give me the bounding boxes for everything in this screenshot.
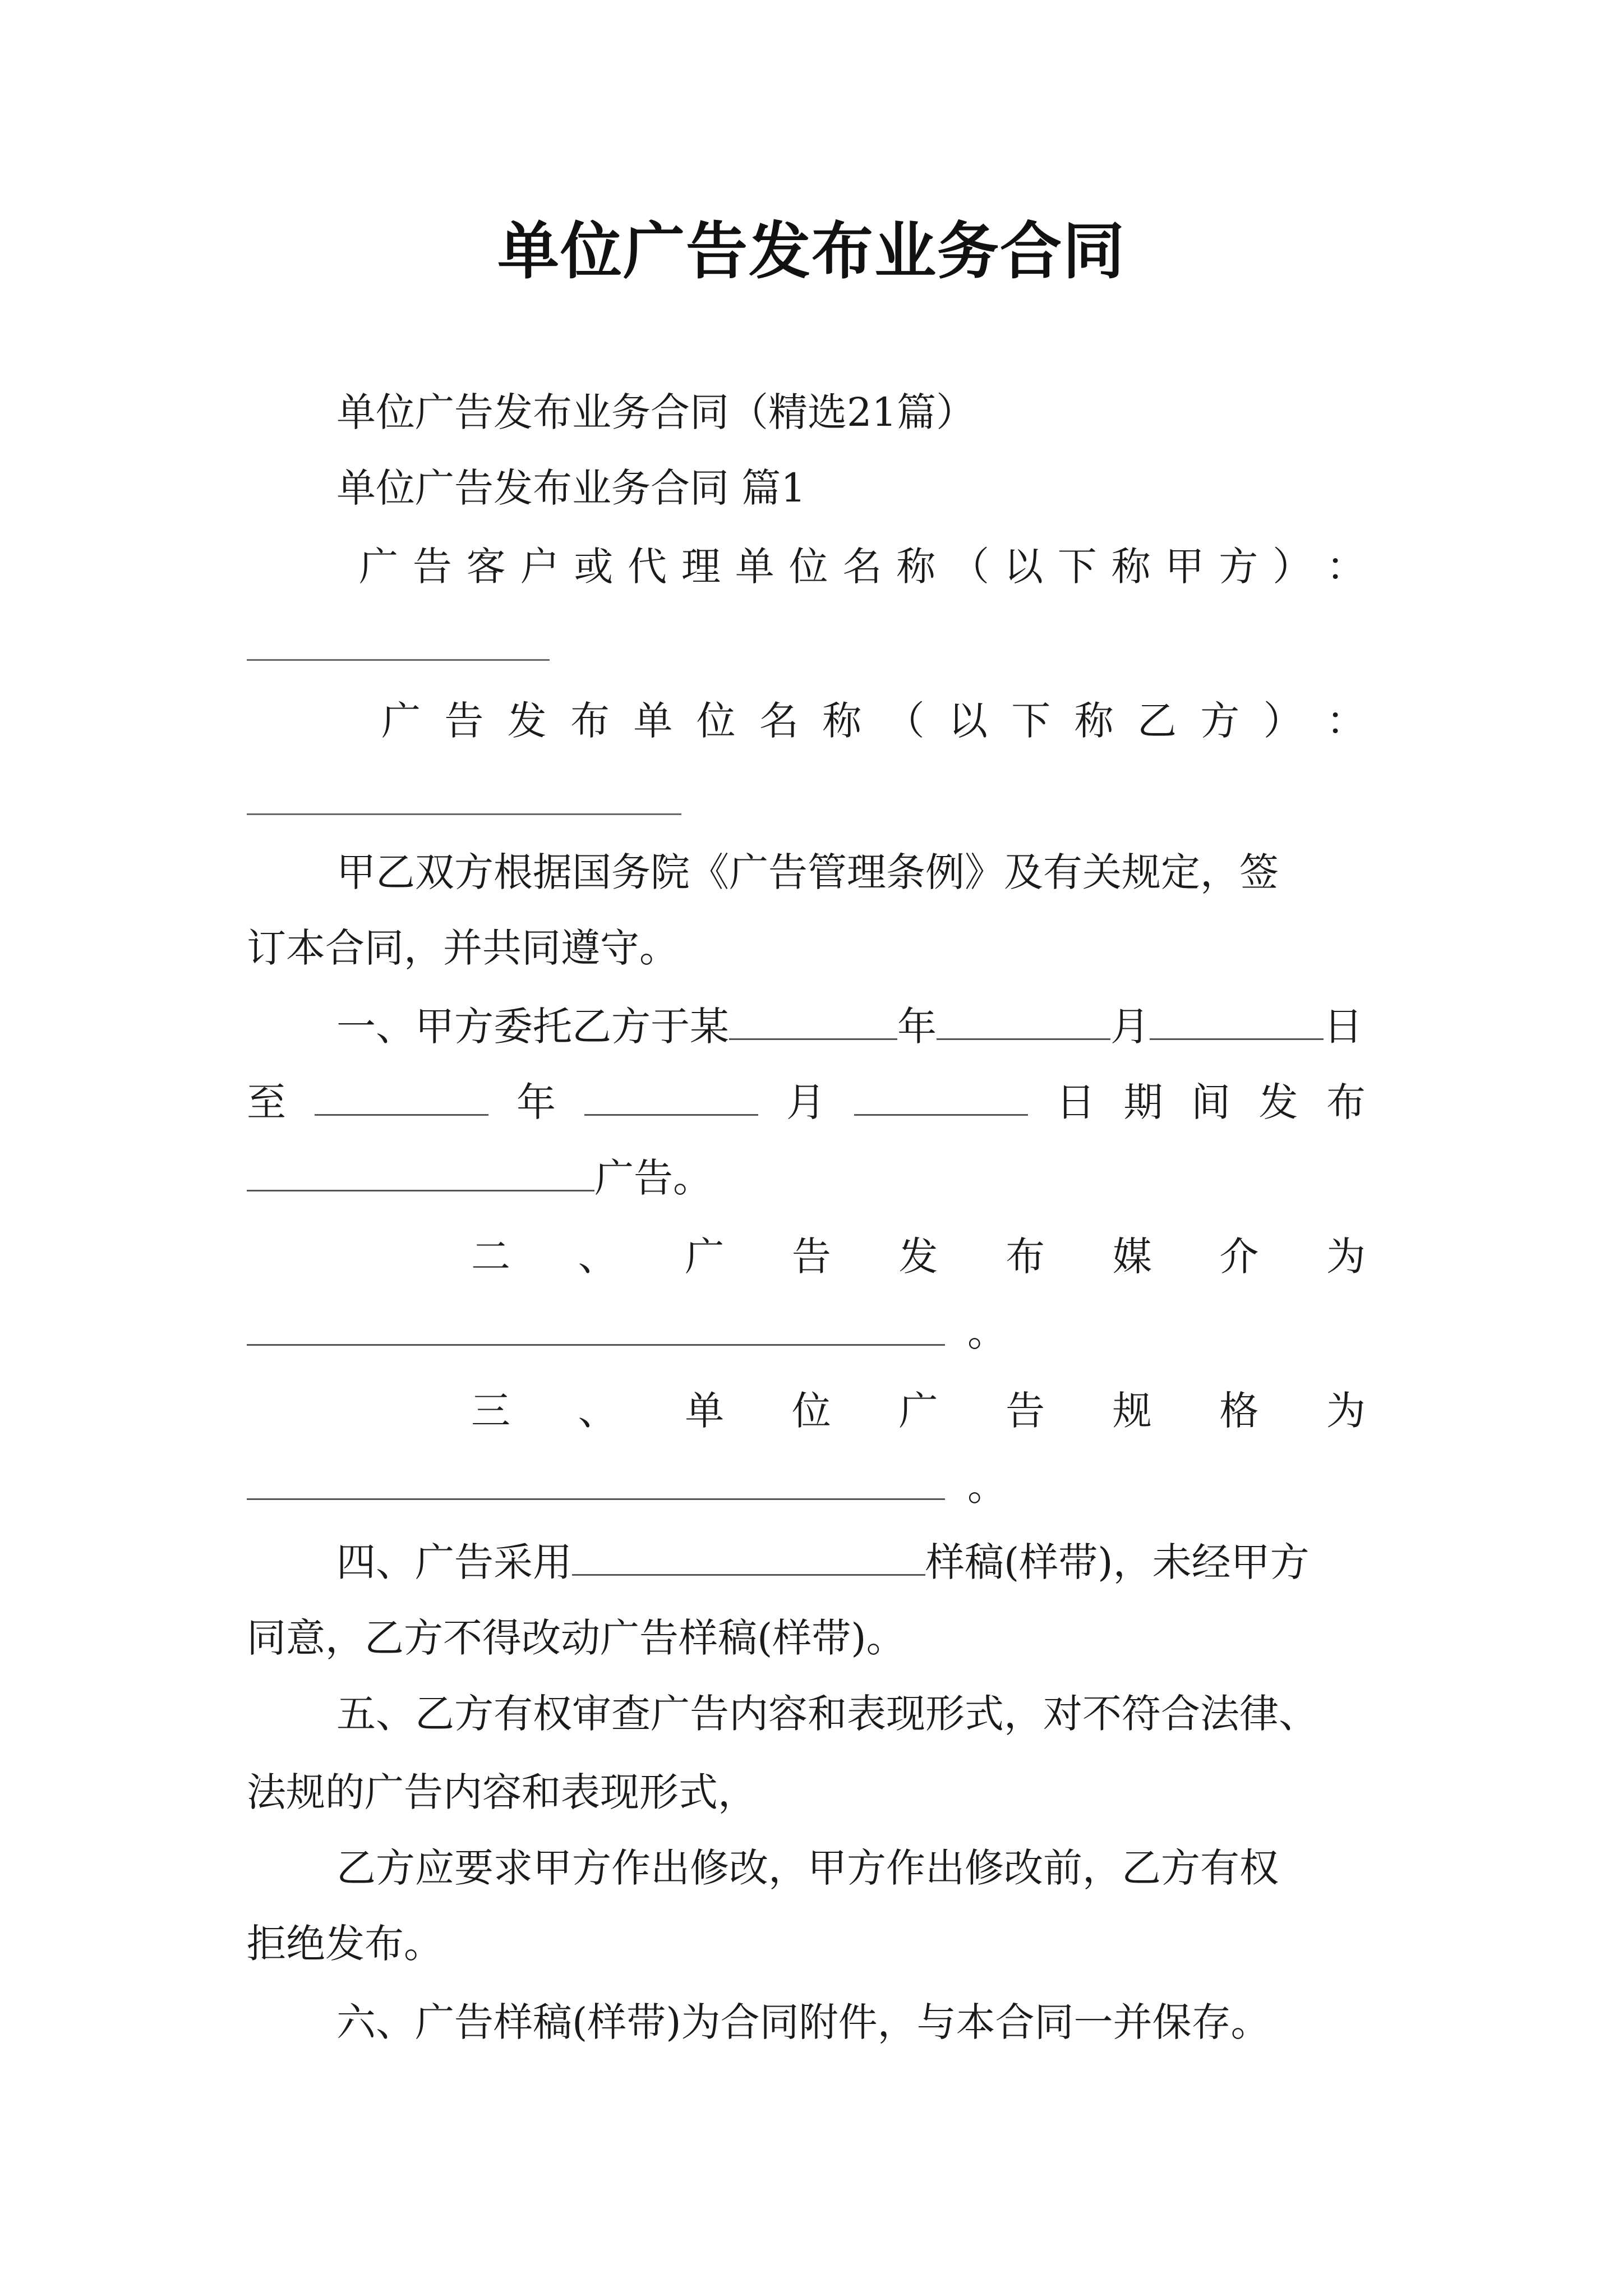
party-a-blank <box>247 659 550 661</box>
clause-1-line-3: 广告。 <box>247 1153 712 1203</box>
clause-1-line-1: 一、甲方委托乙方于某 年 月 日 <box>336 1001 1363 1052</box>
start-year-blank <box>315 1077 488 1116</box>
document-title: 单位广告发布业务合同 <box>497 215 1126 287</box>
clause-1-line-2: 至 年 月 日 期 间 发 布 <box>247 1077 1366 1128</box>
party-b-blank <box>247 813 681 815</box>
clause-5-line-1: 五、乙方有权审查广告内容和表现形式，对不符合法律、 <box>336 1691 1318 1737</box>
clause-4-line-1: 四、广告采用 样稿(样带)，未经甲方 <box>336 1537 1310 1588</box>
spec-blank <box>247 1461 945 1500</box>
day-blank <box>1150 1001 1324 1040</box>
sample-blank <box>572 1537 925 1576</box>
media-blank <box>247 1307 945 1346</box>
clause-5-line-2: 法规的广告内容和表现形式， <box>247 1769 757 1815</box>
party-b-label: 广 告 发 布 单 位 名 称 （ 以 下 称 乙 方 ） ： <box>381 698 1366 744</box>
clause-2-line-2: 。 <box>247 1307 1007 1358</box>
ad-content-blank <box>247 1153 594 1191</box>
start-month-blank <box>584 1077 758 1116</box>
clause-5-line-3: 乙方应要求甲方作出修改，甲方作出修改前，乙方有权 <box>336 1845 1279 1891</box>
start-day-blank <box>854 1077 1028 1116</box>
subtitle: 单位广告发布业务合同（精选21篇） <box>336 389 976 435</box>
clause-5-line-4: 拒绝发布。 <box>247 1921 443 1967</box>
clause-4-line-2: 同意，乙方不得改动广告样稿(样带)。 <box>247 1615 906 1661</box>
party-a-label: 广 告 客 户 或 代 理 单 位 名 称 （ 以 下 称 甲 方 ） ： <box>359 544 1366 590</box>
intro-line-1: 甲乙双方根据国务院《广告管理条例》及有关规定，签 <box>336 849 1279 895</box>
month-blank <box>937 1001 1110 1040</box>
clause-3-line-2: 。 <box>247 1461 1007 1512</box>
section-heading: 单位广告发布业务合同 篇1 <box>336 465 806 511</box>
year-blank <box>729 1001 897 1040</box>
clause-6-line-1: 六、广告样稿(样带)为合同附件，与本合同一并保存。 <box>336 1999 1270 2045</box>
clause-3-line-1: 三 、 单 位 广 告 规 格 为 <box>471 1388 1366 1434</box>
clause-2-line-1: 二 、 广 告 发 布 媒 介 为 <box>471 1234 1366 1280</box>
intro-line-2: 订本合同，并共同遵守。 <box>247 925 679 971</box>
